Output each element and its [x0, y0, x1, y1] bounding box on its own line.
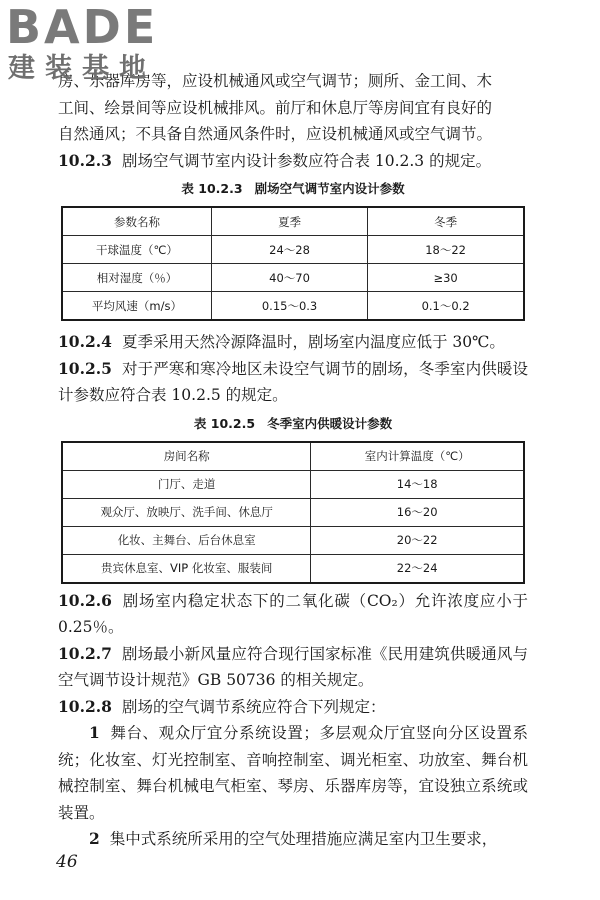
table-header-cell: 参数名称 — [62, 207, 211, 236]
table-cell: 相对湿度（％） — [62, 264, 211, 292]
continuation-line: 房、乐器库房等，应设机械通风或空气调节；厕所、金工间、木 — [58, 72, 493, 90]
list-item-2 — [58, 826, 528, 853]
clause-text: 剧场室内稳定状态下的二氧化碳（CO₂）允许浓度应小于 0.25％。 — [58, 591, 528, 636]
table-header-row — [62, 442, 524, 471]
table-row — [62, 470, 524, 498]
clause-text: 剧场最小新风量应符合现行国家标准《民用建筑供暖通风与空气调节设计规范》GB 50736 的相关规定。 — [58, 644, 528, 689]
continuation-line: 自然通风；不具备自然通风条件时，应设机械通风或空气调节。 — [58, 125, 493, 143]
clause-text: 剧场空气调节室内设计参数应符合表 10.2.3 的规定。 — [121, 151, 492, 170]
table-row — [62, 526, 524, 554]
list-item-1 — [58, 720, 528, 826]
clause-text: 夏季采用天然冷源降温时，剧场室内温度应低于 30℃。 — [121, 333, 505, 351]
table-caption-10-2-3 — [58, 178, 528, 200]
clause-number: 10.2.3 — [58, 150, 112, 170]
table-cell: 门厅、走道 — [62, 470, 311, 498]
clause-number: 10.2.5 — [58, 358, 112, 378]
table-header-row — [62, 207, 524, 236]
document-page — [58, 68, 528, 853]
clause-number: 10.2.7 — [58, 643, 112, 663]
table-header-cell: 室内计算温度（℃） — [311, 442, 524, 471]
table-cell: 40～70 — [211, 264, 367, 292]
table-cell: 干球温度（℃） — [62, 236, 211, 264]
clause-10-2-3 — [58, 148, 528, 175]
list-item-text: 集中式系统所采用的空气处理措施应满足室内卫生要求， — [109, 830, 498, 848]
page-number: 46 — [56, 852, 78, 872]
table-cell: 贵宾休息室、VIP 化妆室、服装间 — [62, 554, 311, 583]
clause-text: 剧场的空气调节系统应符合下列规定： — [121, 697, 386, 716]
table-header-cell: 冬季 — [368, 207, 524, 236]
table-caption-number: 表 10.2.3 — [181, 181, 243, 196]
watermark-logo — [6, 2, 176, 86]
clause-10-2-7 — [58, 641, 528, 694]
table-cell: ≥30 — [368, 264, 524, 292]
table-cell: 20～22 — [311, 526, 524, 554]
table-caption-10-2-5 — [58, 413, 528, 435]
continuation-line: 工间、绘景间等应设机械排风。前厅和休息厅等房间宜有良好的 — [58, 98, 493, 117]
table-row — [62, 264, 524, 292]
table-caption-title: 剧场空气调节室内设计参数 — [254, 181, 405, 196]
watermark-brand: BADE — [6, 0, 159, 54]
table-10-2-5 — [61, 441, 525, 584]
list-item-number: 2 — [89, 829, 100, 848]
table-cell: 16～20 — [311, 498, 524, 526]
table-cell: 化妆、主舞台、后台休息室 — [62, 526, 311, 554]
list-item-text: 舞台、观众厅宜分系统设置；多层观众厅宜竖向分区设置系统；化妆室、灯光控制室、音响控制室、调光柜室、功放室、舞台机械控制室、舞台机械电气柜室、琴房、乐器库房等，宜设独立系统或装置。 — [58, 724, 528, 822]
clause-text: 对于严寒和寒冷地区未设空气调节的剧场，冬季室内供暖设计参数应符合表 10.2.5 的规定。 — [58, 359, 528, 404]
watermark-subtitle: 建装基地 — [8, 53, 156, 84]
clause-10-2-5 — [58, 356, 528, 409]
table-caption-title: 冬季室内供暖设计参数 — [267, 415, 393, 431]
table-cell: 22～24 — [311, 554, 524, 583]
table-cell: 14～18 — [311, 470, 524, 498]
table-row — [62, 554, 524, 583]
table-cell: 平均风速（m/s） — [62, 292, 211, 321]
clause-number: 10.2.8 — [58, 696, 112, 716]
table-row — [62, 498, 524, 526]
clause-number: 10.2.6 — [58, 590, 112, 610]
clause-10-2-4 — [58, 329, 528, 356]
clause-10-2-6 — [58, 588, 528, 641]
table-cell: 24～28 — [211, 236, 367, 264]
table-10-2-3 — [61, 206, 525, 321]
table-row — [62, 236, 524, 264]
table-cell: 观众厅、放映厅、洗手间、休息厅 — [62, 498, 311, 526]
table-header-cell: 夏季 — [211, 207, 367, 236]
table-cell: 0.1～0.2 — [368, 292, 524, 321]
table-caption-number: 表 10.2.5 — [193, 415, 256, 431]
list-item-number: 1 — [89, 723, 100, 742]
table-cell: 18～22 — [368, 236, 524, 264]
table-row — [62, 292, 524, 321]
table-header-cell: 房间名称 — [62, 442, 311, 471]
clause-10-2-8 — [58, 694, 528, 721]
table-cell: 0.15～0.3 — [211, 292, 367, 321]
clause-number: 10.2.4 — [58, 332, 112, 351]
